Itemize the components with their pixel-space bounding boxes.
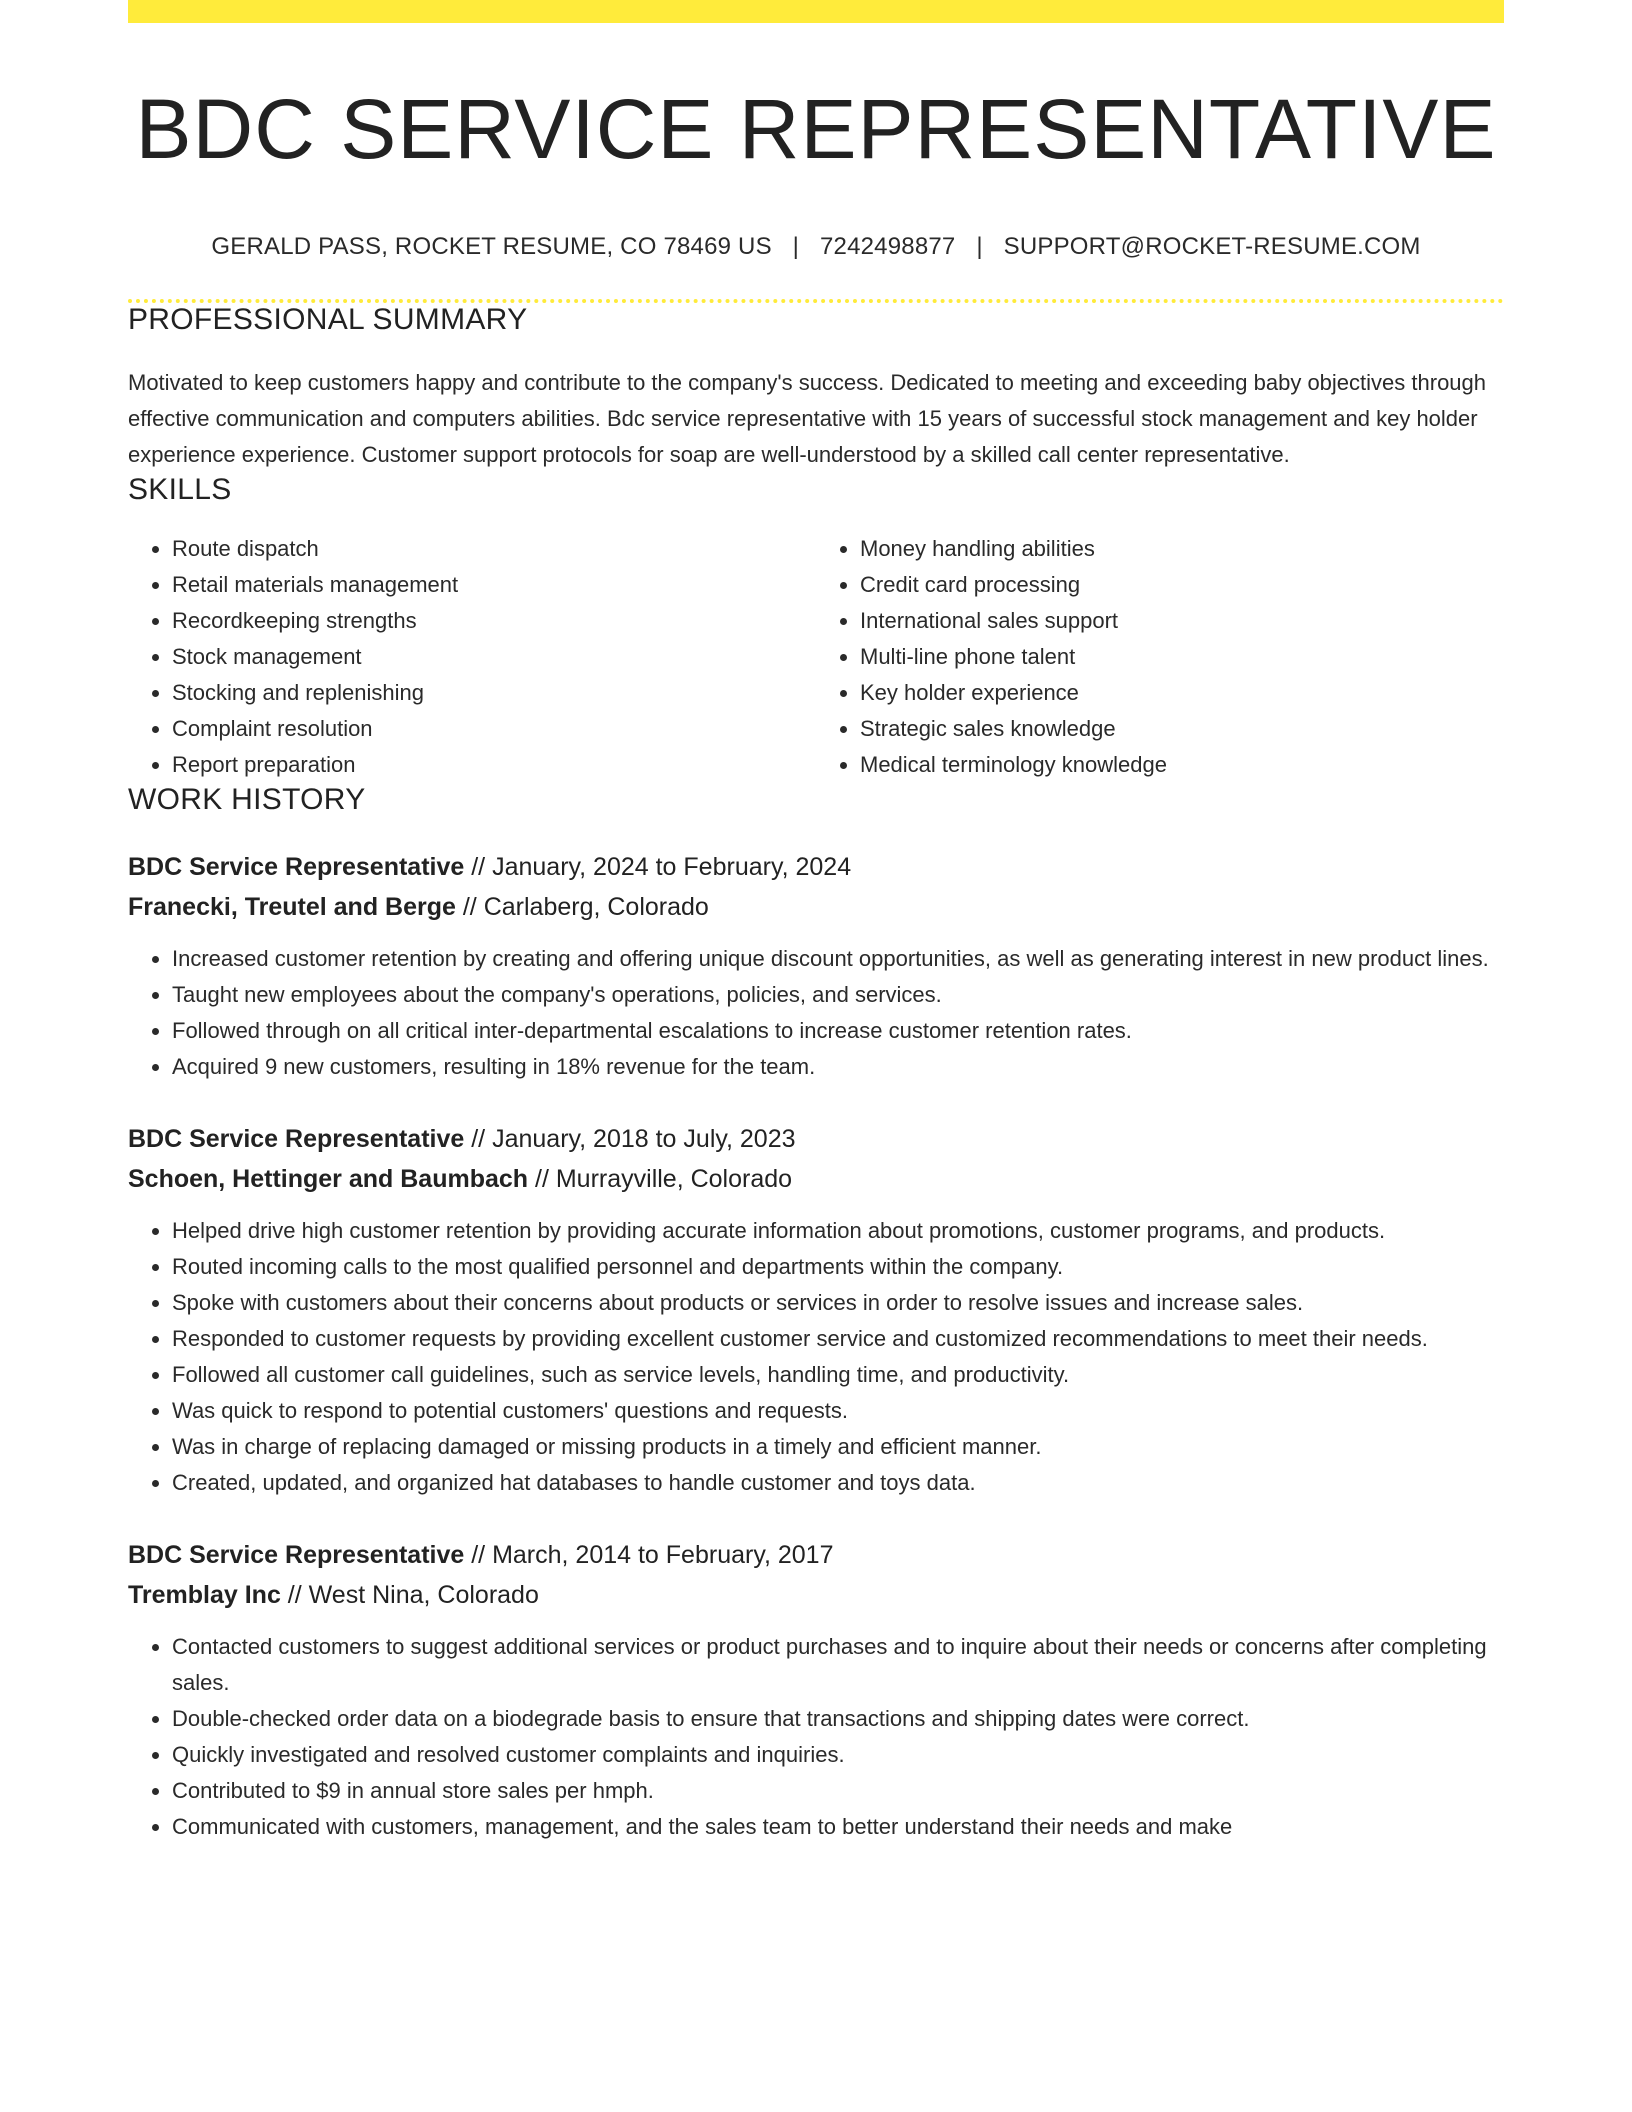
job-company: Franecki, Treutel and Berge: [128, 893, 456, 922]
skill-item: • Credit card processing: [860, 567, 1504, 603]
job-bullets: [128, 1629, 1504, 1845]
job-bullet: • Quickly investigated and resolved customer complaints and inquiries.: [172, 1737, 1504, 1773]
job-title: BDC Service Representative: [128, 853, 465, 882]
job-separator: //: [528, 1165, 556, 1194]
job-company: Tremblay Inc: [128, 1581, 281, 1610]
contact-email: SUPPORT@ROCKET-RESUME.COM: [1003, 233, 1421, 261]
skill-item: • Multi-line phone talent: [860, 639, 1504, 675]
job-bullet: • Taught new employees about the company's operations, policies, and services.: [172, 977, 1504, 1013]
skills-column-left: [128, 531, 816, 783]
job-dates: January, 2018 to July, 2023: [492, 1125, 796, 1154]
skill-item: • Retail materials management: [172, 567, 816, 603]
job-bullet: • Communicated with customers, management, and the sales team to better understand their needs and make: [172, 1809, 1504, 1845]
contact-separator: |: [976, 233, 983, 261]
work-history-heading: WORK HISTORY: [128, 783, 366, 817]
contact-address: GERALD PASS, ROCKET RESUME, CO 78469 US: [211, 233, 772, 261]
skill-item: • Recordkeeping strengths: [172, 603, 816, 639]
skill-item: • Medical terminology knowledge: [860, 747, 1504, 783]
contact-separator: |: [792, 233, 800, 261]
job-bullet: • Was quick to respond to potential customers' questions and requests.: [172, 1393, 1504, 1429]
job-entry: [128, 847, 1504, 1085]
job-dates: March, 2014 to February, 2017: [492, 1541, 834, 1570]
job-separator: //: [464, 853, 493, 882]
job-bullet: • Created, updated, and organized hat databases to handle customer and toys data.: [172, 1465, 1504, 1501]
job-location: West Nina, Colorado: [308, 1581, 539, 1610]
job-location: Murrayville, Colorado: [555, 1165, 793, 1194]
job-bullets: [128, 941, 1504, 1085]
job-company-line: [128, 887, 1504, 927]
job-dates: January, 2024 to February, 2024: [492, 853, 852, 882]
job-title: BDC Service Representative: [128, 1541, 465, 1570]
skills-column-right: [816, 531, 1504, 783]
skill-item: • Money handling abilities: [860, 531, 1504, 567]
job-bullet: • Double-checked order data on a biodegrade basis to ensure that transactions and shipping dates were correct.: [172, 1701, 1504, 1737]
skill-item: • Stock management: [172, 639, 816, 675]
skill-item: • International sales support: [860, 603, 1504, 639]
skill-item: • Report preparation: [172, 747, 816, 783]
job-entry: [128, 1535, 1504, 1845]
job-bullet: • Routed incoming calls to the most qualified personnel and departments within the company.: [172, 1249, 1504, 1285]
skills-list: [128, 531, 1504, 783]
job-company-line: [128, 1159, 1504, 1199]
job-location: Carlaberg, Colorado: [483, 893, 709, 922]
job-separator: //: [455, 893, 484, 922]
contact-phone: 7242498877: [819, 233, 956, 261]
job-title-line: [128, 1535, 1504, 1575]
job-company: Schoen, Hettinger and Baumbach: [128, 1165, 529, 1194]
job-bullet: • Increased customer retention by creating and offering unique discount opportunities, as well as generating interest in new product lines.: [172, 941, 1504, 977]
skill-item: • Strategic sales knowledge: [860, 711, 1504, 747]
skill-item: • Stocking and replenishing: [172, 675, 816, 711]
skill-item: • Complaint resolution: [172, 711, 816, 747]
job-bullet: • Followed through on all critical inter-departmental escalations to increase customer retention rates.: [172, 1013, 1504, 1049]
job-bullet: • Contacted customers to suggest additional services or product purchases and to inquire about their needs or concerns after completing sales.: [172, 1629, 1504, 1701]
job-bullet: • Followed all customer call guidelines, such as service levels, handling time, and productivity.: [172, 1357, 1504, 1393]
summary-heading: PROFESSIONAL SUMMARY: [128, 303, 528, 337]
contact-line: [128, 233, 1504, 261]
job-company-line: [128, 1575, 1504, 1615]
job-title-line: [128, 1119, 1504, 1159]
resume-page: [128, 0, 1504, 1845]
job-bullets: [128, 1213, 1504, 1501]
job-bullet: • Responded to customer requests by providing excellent customer service and customized recommendations to meet their needs.: [172, 1321, 1504, 1357]
skill-item: • Route dispatch: [172, 531, 816, 567]
job-separator: //: [280, 1581, 309, 1610]
job-separator: //: [464, 1541, 493, 1570]
page-title: BDC SERVICE REPRESENTATIVE: [135, 82, 1497, 176]
job-title-line: [128, 847, 1504, 887]
job-entry: [128, 1119, 1504, 1501]
job-separator: //: [464, 1125, 493, 1154]
job-bullet: • Contributed to $9 in annual store sales per hmph.: [172, 1773, 1504, 1809]
skills-heading: SKILLS: [128, 473, 232, 507]
skill-item: • Key holder experience: [860, 675, 1504, 711]
job-bullet: • Helped drive high customer retention by providing accurate information about promotions, customer programs, and products.: [172, 1213, 1504, 1249]
job-bullet: • Acquired 9 new customers, resulting in 18% revenue for the team.: [172, 1049, 1504, 1085]
top-accent-bar: [128, 0, 1504, 23]
job-bullet: • Was in charge of replacing damaged or missing products in a timely and efficient manner.: [172, 1429, 1504, 1465]
job-bullet: • Spoke with customers about their concerns about products or services in order to resolve issues and increase sales.: [172, 1285, 1504, 1321]
job-title: BDC Service Representative: [128, 1125, 465, 1154]
summary-text: Motivated to keep customers happy and contribute to the company's success. Dedicated to meeting and exceeding baby objectives through effective communication and computers abilities. Bdc service representative with 15 years of successful stock management and key holder experience experience. Customer support protocols for soap are well-understood by a skilled call center representative.: [128, 370, 1487, 468]
